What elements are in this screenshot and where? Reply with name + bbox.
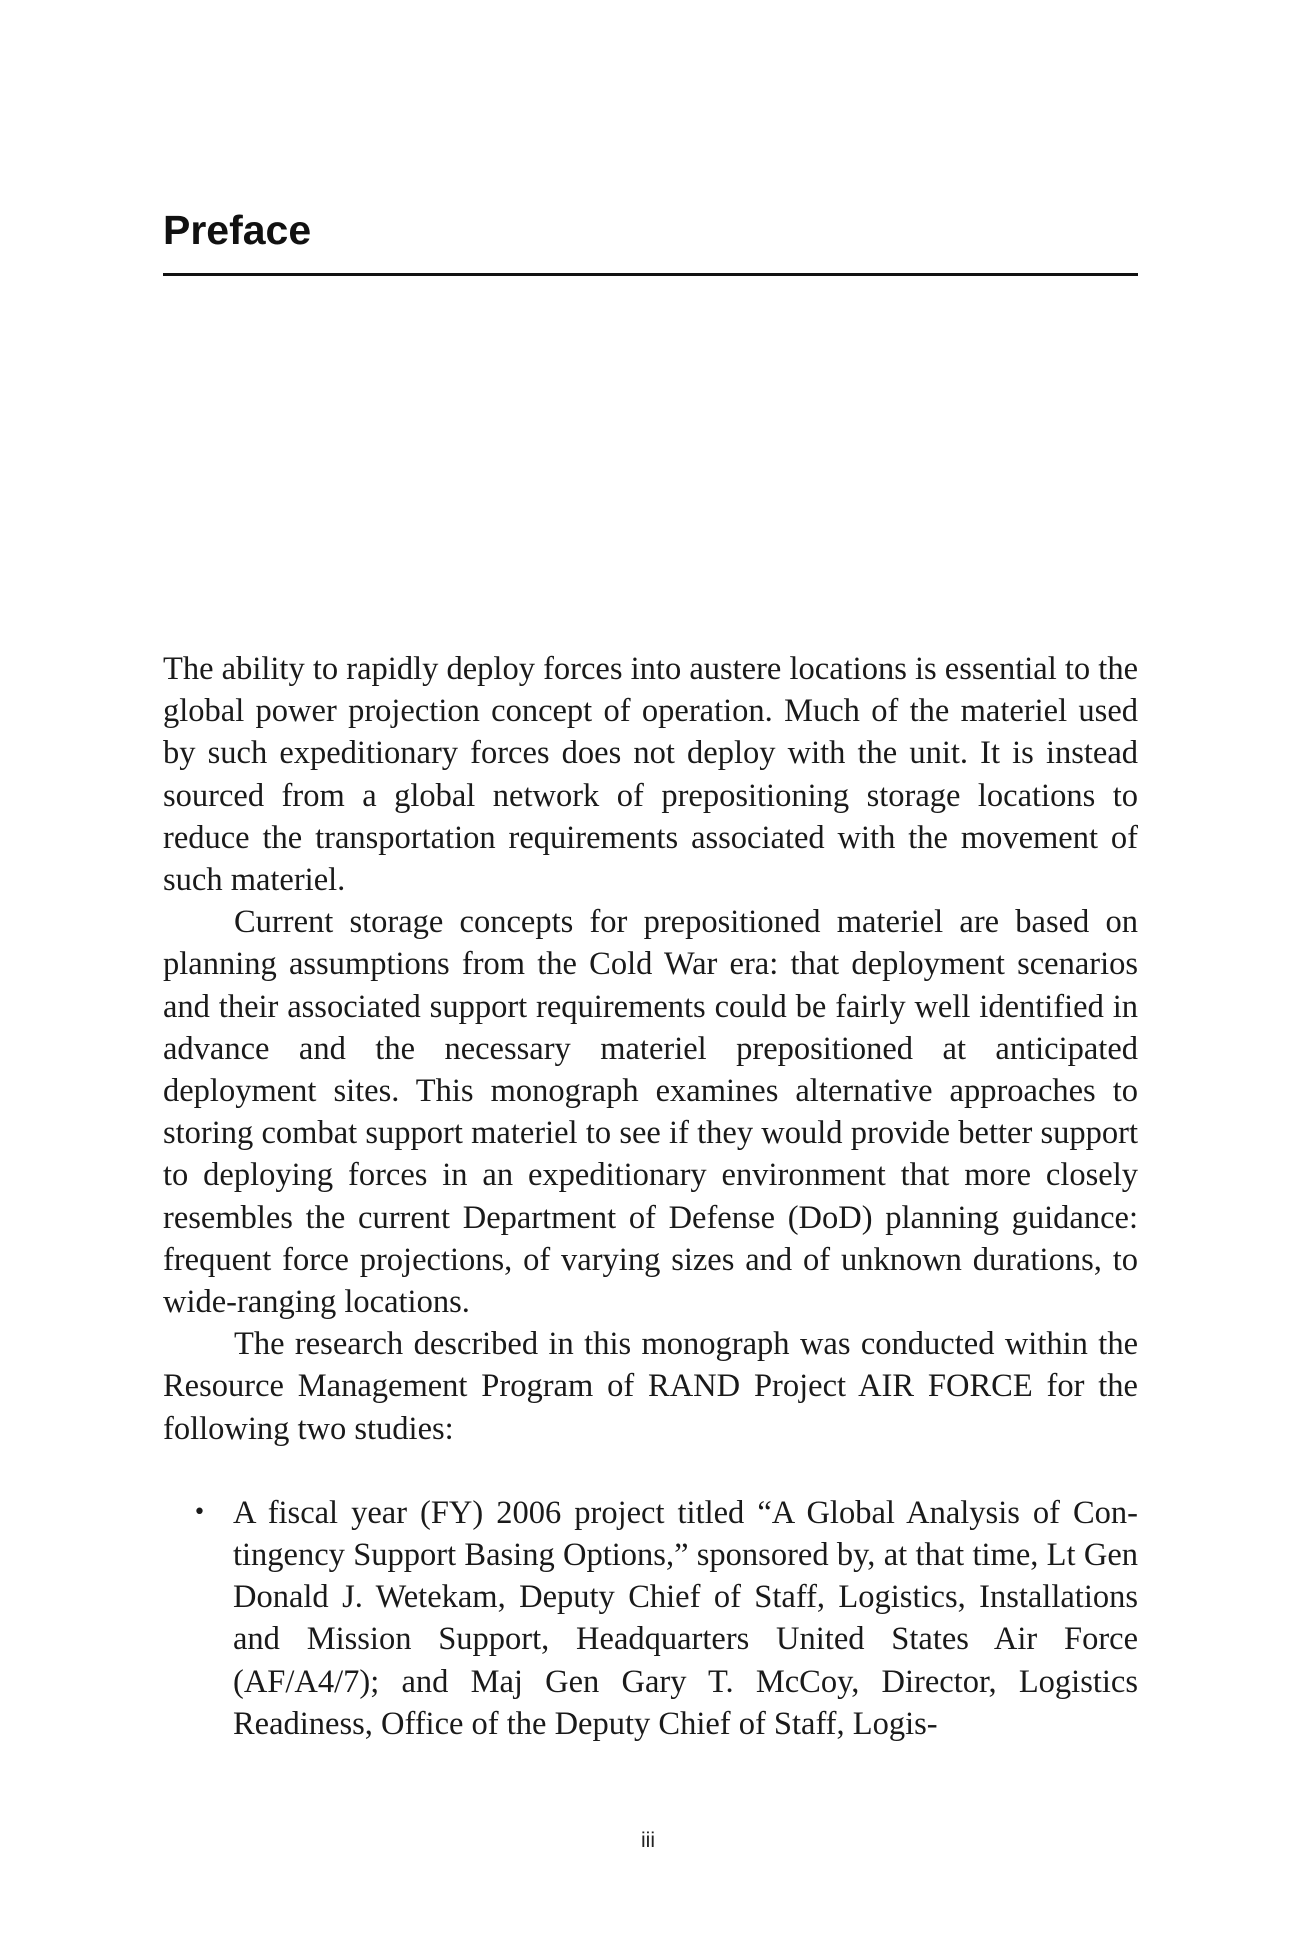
- list-item-text: A fiscal year (FY) 2006 project titled “A Global Analysis of Contingency Support Basing Options,” sponsored by, at that time, Lt Gen Donald J. Wetekam, Deputy Chief of Staff, Logistics, Installations and Mission Support, Headquarters United States Air Force (AF/A4/7); and Maj Gen Gary T. McCoy, Director, Logistics Readiness, Office of the Deputy Chief of Staff, Logis-: [233, 1494, 1138, 1742]
- paragraph: The ability to rapidly deploy forces into austere locations is essential to the global power projection concept of operation. Much of the materiel used by such expeditionary forces does not deploy with the unit. It is instead sourced from a global network of prepositioning storage locations to reduce the transportation requirements associated with the movement of such materiel.: [163, 651, 1138, 899]
- bullet-icon: •: [193, 1499, 206, 1525]
- page-number: iii: [641, 1829, 655, 1852]
- paragraph: The research described in this monograph was conducted within the Resource Management Program of RAND Project AIR FORCE for the following two studies:: [163, 1326, 1138, 1447]
- list-item: [193, 1492, 1138, 1745]
- body-text: [163, 648, 1138, 1745]
- title-rule: [163, 273, 1138, 276]
- bullet-list: [163, 1492, 1138, 1745]
- page-title: Preface: [163, 207, 312, 253]
- paragraph: Current storage concepts for prepositioned materiel are based on planning assumptions from the Cold War era: that deployment scenarios and their associated support requirements could be fairly well identified in advance and the necessary materiel prepositioned at anticipated deployment sites. This monograph examines alternative approaches to storing combat support materiel to see if they would provide better support to deploying forces in an expeditionary environment that more closely resembles the current Department of Defense (DoD) planning guidance: frequent force projections, of varying sizes and of unknown durations, to wide-ranging locations.: [163, 904, 1138, 1321]
